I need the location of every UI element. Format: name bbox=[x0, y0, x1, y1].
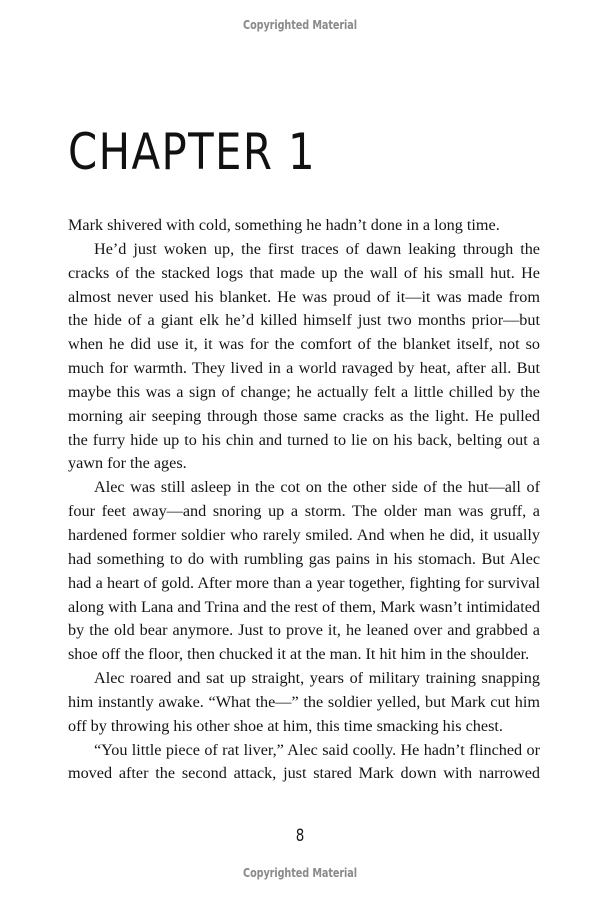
chapter-heading: CHAPTER 1 bbox=[68, 122, 317, 181]
copyright-watermark-bottom: Copyrighted Material bbox=[243, 865, 357, 880]
page-number: 8 bbox=[295, 826, 305, 846]
body-paragraph: Alec was still asleep in the cot on the other side of the hut—all of four feet away—and snoring up a storm. The older man was gruff, a hardened former soldier who rarely smiled. And when he did, it usually had something to do with rumbling gas pains in his stomach. But Alec had a heart of gold. After more than a year together, fighting for survival along with Lana and Trina and the rest of them, Mark wasn’t intimidated by the old bear anymore. Just to prove it, he leaned over and grabbed a shoe off the floor, then chucked it at the man. It hit him in the shoulder. bbox=[68, 478, 540, 664]
body-paragraph: “You little piece of rat liver,” Alec said coolly. He hadn’t flinched or moved after the second attack, just stared Mark down with narrowed bbox=[68, 740, 540, 783]
copyright-watermark-top: Copyrighted Material bbox=[243, 17, 357, 32]
body-paragraph: Alec roared and sat up straight, years of military training snapping him instantly awake. “What the—” the soldier yelled, but Mark cut him off by throwing his other shoe at him, this time smacking his chest. bbox=[68, 669, 540, 735]
body-paragraph: He’d just woken up, the first traces of dawn leaking through the cracks of the stacked logs that made up the wall of his small hut. He almost never used his blanket. He was proud of it—it was made from the hide of a giant elk he’d killed himself just two months prior—but when he did use it, it was for the comfort of the blanket itself, not so much for warmth. They lived in a world ravaged by heat, after all. But maybe this was a sign of change; he actually felt a little chilled by the morning air seeping through those same cracks as the light. He pulled the furry hide up to his chin and turned to lie on his back, belting out a yawn for the ages. bbox=[68, 239, 540, 473]
body-text-block bbox=[68, 214, 540, 810]
body-paragraph: Mark shivered with cold, something he hadn’t done in a long time. bbox=[68, 216, 500, 234]
